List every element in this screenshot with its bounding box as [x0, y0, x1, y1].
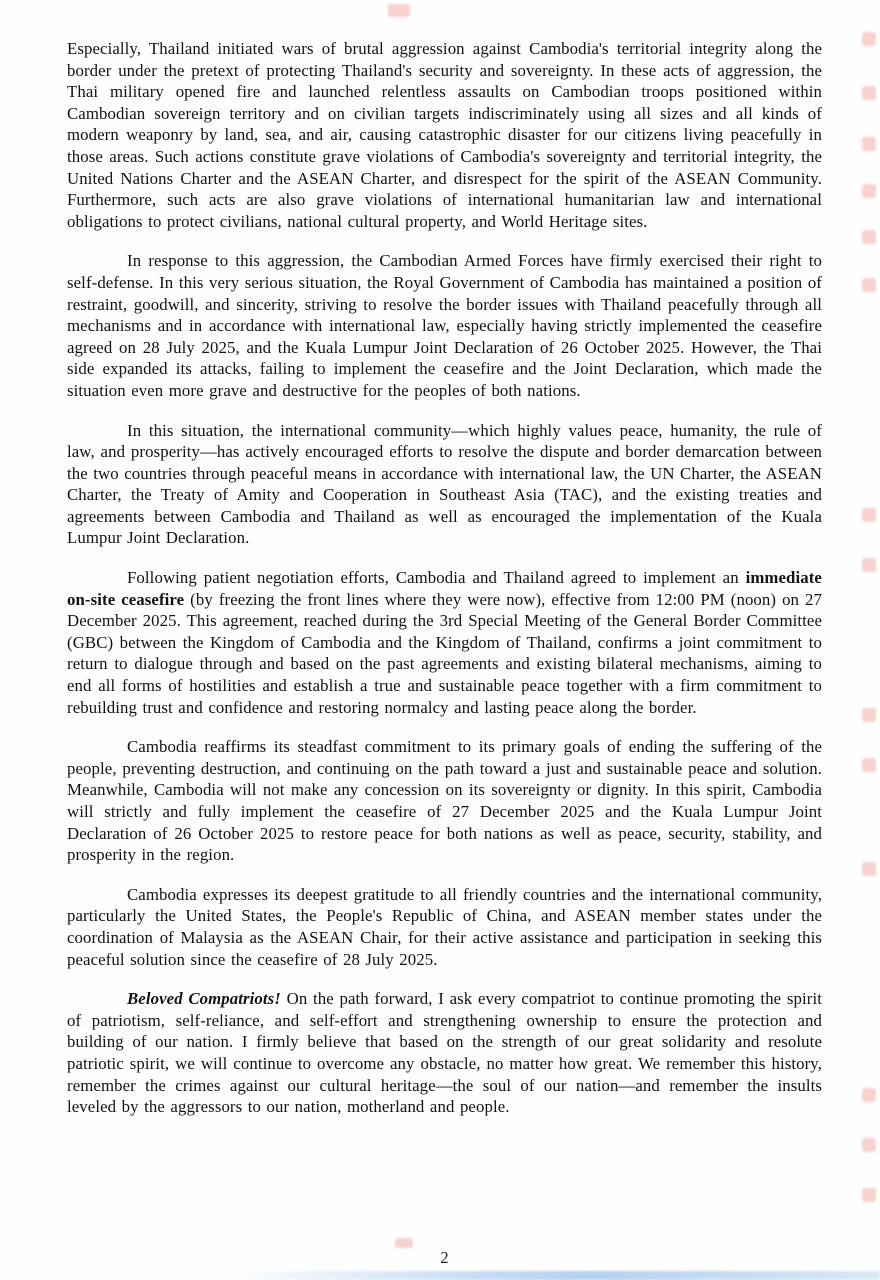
text-run: immediate on-site ceasefire: [67, 568, 822, 609]
scan-artifact-mark: [862, 32, 876, 46]
paragraph: [67, 988, 822, 1118]
scan-artifact-mark: [862, 1188, 876, 1202]
scan-artifact-mark: [388, 4, 410, 17]
scan-artifact-mark: [862, 278, 876, 292]
scan-artifact-mark: [862, 184, 876, 198]
scan-artifact-mark: [862, 86, 876, 100]
paragraph: [67, 567, 822, 718]
scan-artifact-bottom-glow: [230, 1271, 880, 1280]
text-run: Following patient negotiation efforts, Cambodia and Thailand agreed to implement an: [127, 568, 746, 588]
scan-artifact-mark: [862, 1088, 876, 1102]
text-run: In response to this aggression, the Cambodian Armed Forces have firmly exercised their right to self-defense. In this very serious situation, the Royal Government of Cambodia has maintained a position of restraint, goodwill, and sincerity, striving to resolve the border issues with Thailand peacefully through all mechanisms and in accordance with international law, especially having strictly implemented the ceasefire agreed on 28 July 2025, and the Kuala Lumpur Joint Declaration of 26 October 2025. However, the Thai side expanded its attacks, failing to implement the ceasefire and the Joint Declaration, which made the situation even more grave and destructive for the peoples of both nations.: [67, 251, 822, 400]
paragraph: [67, 884, 822, 970]
scan-artifact-mark: [862, 862, 876, 876]
scan-artifact-mark: [862, 558, 876, 572]
text-run: Beloved Compatriots!: [127, 989, 281, 1009]
scan-artifact-mark: [395, 1238, 413, 1248]
page-number: 2: [440, 1248, 449, 1267]
scan-artifact-mark: [862, 1138, 876, 1152]
scan-artifact-mark: [862, 758, 876, 772]
text-run: Especially, Thailand initiated wars of brutal aggression against Cambodia's territorial integrity along the border under the pretext of protecting Thailand's security and sovereignty. In these acts of aggression, the Thai military opened fire and launched relentless assaults on Cambodian troops positioned within Cambodian sovereign territory and on civilian targets indiscriminately using all sizes and all kinds of modern weaponry by land, sea, and air, causing catastrophic disaster for our citizens living peacefully in those areas. Such actions constitute grave violations of Cambodia's sovereignty and territorial integrity, the United Nations Charter and the ASEAN Charter, and disrespect for the spirit of the ASEAN Community. Furthermore, such acts are also grave violations of international humanitarian law and international obligations to protect civilians, national cultural property, and World Heritage sites.: [67, 39, 822, 231]
text-run: In this situation, the international community—which highly values peace, humanity, the rule of law, and prosperity—has actively encouraged efforts to resolve the dispute and border demarcation between the two countries through peaceful means in accordance with international law, the UN Charter, the ASEAN Charter, the Treaty of Amity and Cooperation in Southeast Asia (TAC), and the existing treaties and agreements between Cambodia and Thailand as well as encouraged the implementation of the Kuala Lumpur Joint Declaration.: [67, 420, 822, 548]
text-run: On the path forward, I ask every compatriot to continue promoting the spirit of patriotism, self-reliance, and self-effort and strengthening ownership to ensure the protection and building of our nation. I firmly believe that based on the strength of our great solidarity and resolute patriotic spirit, we will continue to overcome any obstacle, no matter how great. We remember this history, remember the crimes against our cultural heritage—the soul of our nation—and remember the insults leveled by the aggressors to our nation, motherland and people.: [67, 989, 822, 1117]
paragraph: [67, 38, 822, 232]
scan-artifact-mark: [862, 230, 876, 244]
paragraph: [67, 420, 822, 550]
text-run: Cambodia reaffirms its steadfast commitment to its primary goals of ending the suffering of the people, preventing destruction, and continuing on the path toward a just and sustainable peace and solution. Meanwhile, Cambodia will not make any concession on its sovereignty or dignity. In this spirit, Cambodia will strictly and fully implement the ceasefire of 27 December 2025 and the Kuala Lumpur Joint Declaration of 26 October 2025 to restore peace for both nations as well as peace, security, stability, and prosperity in the region.: [67, 737, 822, 865]
scan-artifact-mark: [862, 708, 876, 722]
text-run: (by freezing the front lines where they were now), effective from 12:00 PM (noon) on 27 December 2025. This agreement, reached during the 3rd Special Meeting of the General Border Committee (GBC) between the Kingdom of Cambodia and the Kingdom of Thailand, confirms a joint commitment to return to dialogue through and based on the past agreements and existing bilateral mechanisms, aiming to end all forms of hostilities and establish a true and sustainable peace together with a firm commitment to rebuilding trust and confidence and restoring normalcy and lasting peace along the border.: [67, 589, 822, 717]
scan-artifact-mark: [862, 508, 876, 522]
text-run: Cambodia expresses its deepest gratitude to all friendly countries and the international community, particularly the United States, the People's Republic of China, and ASEAN member states under the coordination of Malaysia as the ASEAN Chair, for their active assistance and participation in seeking this peaceful solution since the ceasefire of 28 July 2025.: [67, 884, 822, 969]
paragraph: [67, 736, 822, 866]
paragraph: [67, 250, 822, 401]
document-body: [67, 38, 822, 1118]
scan-artifact-mark: [862, 137, 876, 151]
